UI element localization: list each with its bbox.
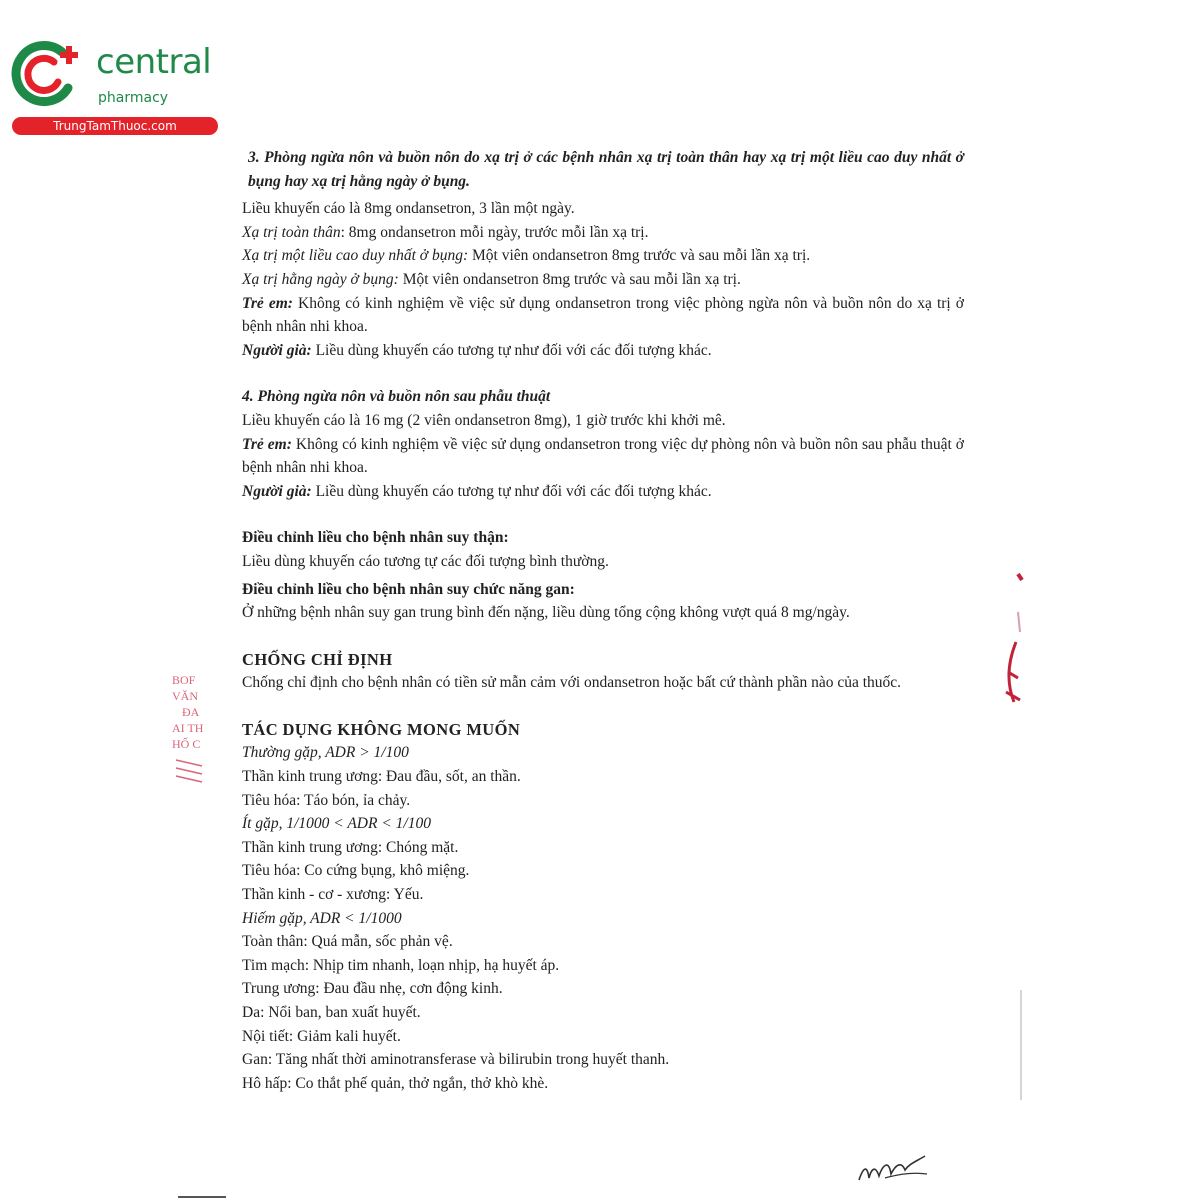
renal-text: Liều dùng khuyến cáo tương tự các đối tượng bình thường. bbox=[242, 552, 609, 570]
section-3-dose: Liều khuyến cáo là 8mg ondansetron, 3 lần một ngày. bbox=[242, 200, 575, 218]
adverse-line: Tiêu hóa: Táo bón, ỉa chảy. bbox=[242, 791, 411, 809]
hepatic-text: Ở những bệnh nhân suy gan trung bình đến nặng, liều dùng tổng cộng không vượt quá 8 mg/ngày. bbox=[242, 604, 850, 622]
renal-heading: Điều chỉnh liều cho bệnh nhân suy thận: bbox=[242, 529, 509, 547]
adverse-line: Toàn thân: Quá mẫn, sốc phản vệ. bbox=[242, 933, 453, 951]
adverse-line: Da: Nổi ban, ban xuất huyết. bbox=[242, 1004, 421, 1021]
partial-stamp-left: BOF VĂN ĐA AI TH HỐ C bbox=[172, 672, 210, 812]
page-footer-mark bbox=[178, 1196, 226, 1198]
section-4-dose: Liều khuyến cáo là 16 mg (2 viên ondansetron 8mg), 1 giờ trước khi khởi mê. bbox=[242, 411, 726, 429]
adverse-line: Thường gặp, ADR > 1/100 bbox=[242, 744, 409, 762]
adverse-line: Thần kinh trung ương: Đau đầu, sốt, an thần. bbox=[242, 768, 521, 786]
contraindications-heading: CHỐNG CHỈ ĐỊNH bbox=[242, 649, 393, 669]
section-4-heading: 4. Phòng ngừa nôn và buồn nôn sau phẫu thuật bbox=[242, 388, 551, 406]
brand-url-badge[interactable]: TrungTamThuoc.com bbox=[12, 117, 218, 135]
adverse-line: Trung ương: Đau đầu nhẹ, cơn động kinh. bbox=[242, 980, 503, 998]
scan-edge-line bbox=[1020, 990, 1022, 1100]
adverse-line: Thần kinh - cơ - xương: Yếu. bbox=[242, 886, 424, 904]
adverse-line: Tim mạch: Nhịp tim nhanh, loạn nhịp, hạ huyết áp. bbox=[242, 956, 560, 974]
section-3-elderly: Người già: Liều dùng khuyến cáo tương tự như đối với các đối tượng khác. bbox=[242, 341, 712, 359]
section-3-children: Trẻ em: Không có kinh nghiệm về việc sử dụng ondansetron trong việc phòng ngừa nôn và buồn nôn do xạ trị ở bệnh nhân nhi khoa. bbox=[242, 294, 964, 336]
adverse-line: Ít gặp, 1/1000 < ADR < 1/100 bbox=[242, 815, 431, 833]
section-4-elderly: Người già: Liều dùng khuyến cáo tương tự như đối với các đối tượng khác. bbox=[242, 482, 712, 500]
central-pharmacy-logo bbox=[10, 38, 215, 138]
section-3-heading: 3. Phòng ngừa nôn và buồn nôn do xạ trị ở các bệnh nhân xạ trị toàn thân hay xạ trị một liều cao duy nhất ở bụng hay xạ trị hằng ngày ở bụng. bbox=[248, 149, 964, 190]
adverse-line: Hô hấp: Co thắt phế quản, thở ngắn, thở khò khè. bbox=[242, 1074, 549, 1092]
central-c-cross-icon bbox=[10, 38, 90, 110]
brand-subtitle: pharmacy bbox=[98, 90, 169, 106]
section-3-line-1: Xạ trị toàn thân: 8mg ondansetron mỗi ngày, trước mỗi lần xạ trị. bbox=[242, 223, 649, 241]
leaflet-page bbox=[242, 146, 964, 1095]
adverse-effects-list bbox=[242, 741, 964, 1095]
adverse-effects-heading: TÁC DỤNG KHÔNG MONG MUỐN bbox=[242, 719, 521, 739]
brand-name: central bbox=[96, 42, 212, 82]
section-4-children: Trẻ em: Không có kinh nghiệm về việc sử dụng ondansetron trong việc dự phòng nôn và buồn nôn sau phẫu thuật ở bệnh nhân nhi khoa. bbox=[242, 435, 964, 477]
section-3-line-2: Xạ trị một liều cao duy nhất ở bụng: Một viên ondansetron 8mg trước và sau mỗi lần xạ trị. bbox=[242, 247, 811, 265]
contraindications-text: Chống chỉ định cho bệnh nhân có tiền sử mẫn cảm với ondansetron hoặc bất cứ thành phần nào của thuốc. bbox=[242, 674, 902, 692]
adverse-line: Gan: Tăng nhất thời aminotransferase và bilirubin trong huyết thanh. bbox=[242, 1051, 670, 1069]
adverse-line: Thần kinh trung ương: Chóng mặt. bbox=[242, 838, 459, 856]
signature bbox=[855, 1150, 935, 1190]
adverse-line: Hiếm gặp, ADR < 1/1000 bbox=[242, 909, 402, 927]
adverse-line: Tiêu hóa: Co cứng bụng, khô miệng. bbox=[242, 862, 470, 880]
stamp-border-lines bbox=[172, 752, 206, 792]
hepatic-heading: Điều chỉnh liều cho bệnh nhân suy chức năng gan: bbox=[242, 580, 575, 598]
partial-stamp-right bbox=[1000, 572, 1024, 722]
adverse-line: Nội tiết: Giảm kali huyết. bbox=[242, 1027, 401, 1045]
section-3-line-3: Xạ trị hằng ngày ở bụng: Một viên ondansetron 8mg trước và sau mỗi lần xạ trị. bbox=[242, 270, 741, 288]
